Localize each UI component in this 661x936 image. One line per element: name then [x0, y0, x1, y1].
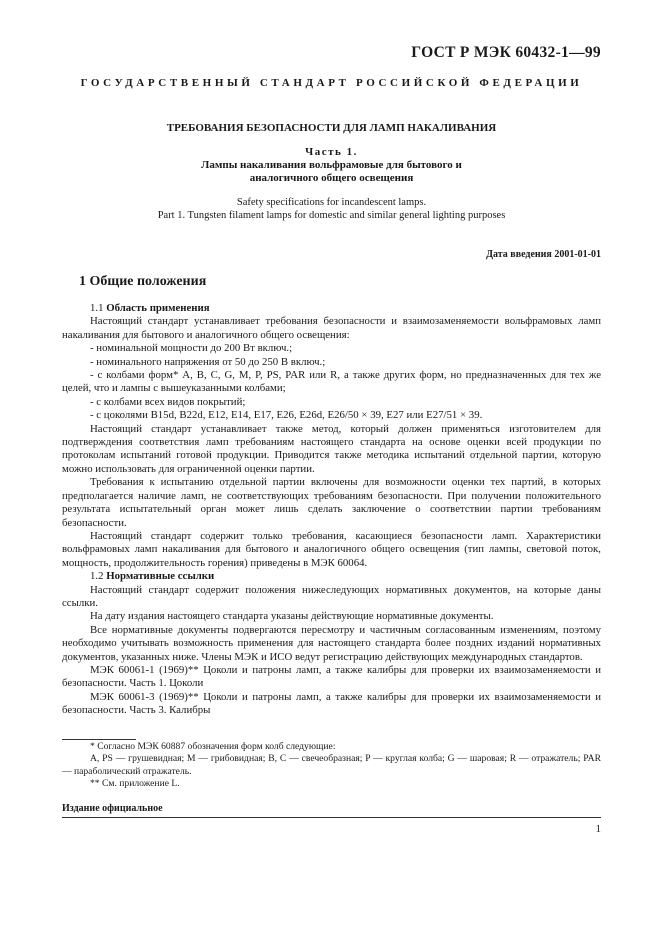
paragraph: Настоящий стандарт устанавливает требования безопасности и взаимозаменяемости вольфрамовых ламп накаливания для бытового и аналогичного общего освещения:	[62, 315, 601, 341]
subsection-heading-1-1	[62, 302, 601, 315]
page-number: 1	[595, 823, 601, 835]
english-title	[62, 196, 601, 222]
list-item: - с колбами всех видов покрытий;	[90, 395, 246, 408]
paragraph: Настоящий стандарт устанавливает также метод, который должен применяться изготовителем для подтверждения соответствия ламп требованиям настоящего стандарта на основе оценки всей продукции по протоколам испытаний готовой продукции. Приводится также методика испытаний отдельной партии, которую можно использовать для ограниченной оценки партии.	[62, 422, 601, 475]
introduction-date: Дата введения 2001-01-01	[486, 249, 601, 260]
reference-entry: МЭК 60061-1 (1969)** Цоколи и патроны ламп, а также калибры для проверки их взаимозаменяемости и безопасности. Часть 1. Цоколи	[62, 663, 601, 690]
standard-title: ТРЕБОВАНИЯ БЕЗОПАСНОСТИ ДЛЯ ЛАМП НАКАЛИВАНИЯ	[166, 122, 497, 134]
part-title	[62, 159, 601, 185]
edition-label: Издание официальное	[62, 803, 163, 814]
section-heading: 1 Общие положения	[79, 274, 207, 289]
reference-entry: МЭК 60061-3 (1969)** Цоколи и патроны ламп, а также калибры для проверки их взаимозаменяемости и безопасности. Часть 3. Калибры	[62, 690, 601, 717]
list-item: - с колбами форм* A, B, C, G, M, P, PS, PAR или R, а также других форм, но предназначенных для тех же целей, что и лампы с вышеуказанными колбами;	[62, 369, 601, 395]
footnote: * Согласно МЭК 60887 обозначения форм колб следующие:	[90, 741, 336, 752]
footnote-continuation: A, PS — грушевидная; M — грибовидная; B, C — свечеобразная; P — круглая колба; G — шаровая; R — отражатель; PAR — параболический отражатель.	[62, 753, 601, 777]
list-item: - с цоколями B15d, B22d, E12, E14, E17, E26, E26d, E26/50 × 39, E27 или E27/51 × 39.	[90, 409, 483, 422]
subsection-title: Область применения	[106, 302, 210, 314]
footnotes	[62, 741, 601, 791]
paragraph: Требования к испытанию отдельной партии включены для возможности оценки тех партий, в которых предполагается наличие ламп, не соответствующих требованиям безопасности. При получении положительного результата испытательный орган может лишь сделать заключение о соответствии партии требованиям безопасности.	[62, 476, 601, 529]
subsection-number: 1.2	[90, 570, 104, 583]
organization-banner: ГОСУДАРСТВЕННЫЙ СТАНДАРТ РОССИЙСКОЙ ФЕДЕРАЦИИ	[80, 77, 583, 89]
part-title-line-1: Лампы накаливания вольфрамовые для бытового и	[201, 159, 462, 171]
subsection-title: Нормативные ссылки	[106, 570, 215, 583]
list-item: - номинальной мощности до 200 Вт включ.;	[90, 342, 293, 355]
paragraph: Все нормативные документы подвергаются пересмотру и частичным согласованным изменениям, поэтому необходимо учитывать возможность применения для настоящего стандарта более поздних изданий нормативных документов, указанных ниже. Члены МЭК и ИСО ведут регистрацию действующих международных стандартов.	[62, 623, 601, 663]
footer-divider	[62, 817, 601, 818]
paragraph: Настоящий стандарт содержит только требования, касающиеся безопасности ламп. Характеристики вольфрамовых ламп накаливания для бытового и аналогичного общего освещения (тип лампы, световой поток, мощность, продолжительность горения) приведены в МЭК 60064.	[62, 529, 601, 569]
part-number: Часть 1.	[305, 146, 358, 158]
document-code: ГОСТ Р МЭК 60432-1—99	[411, 44, 601, 61]
english-title-line-1: Safety specifications for incandescent lamps.	[236, 197, 427, 208]
subsection-heading-1-2	[62, 570, 601, 583]
part-title-line-2: аналогичного общего освещения	[249, 172, 414, 184]
paragraph: Настоящий стандарт содержит положения нижеследующих нормативных документов, на которые даны ссылки.	[62, 583, 601, 609]
subsection-number: 1.1	[90, 302, 104, 314]
footnote: ** См. приложение L.	[90, 778, 180, 790]
footnote-divider	[62, 739, 136, 740]
document-body	[62, 302, 601, 718]
paragraph: На дату издания настоящего стандарта указаны действующие нормативные документы.	[90, 610, 494, 623]
english-title-line-2: Part 1. Tungsten filament lamps for domestic and similar general lighting purposes	[157, 210, 506, 221]
list-item: - номинального напряжения от 50 до 250 В включ.;	[90, 355, 326, 368]
